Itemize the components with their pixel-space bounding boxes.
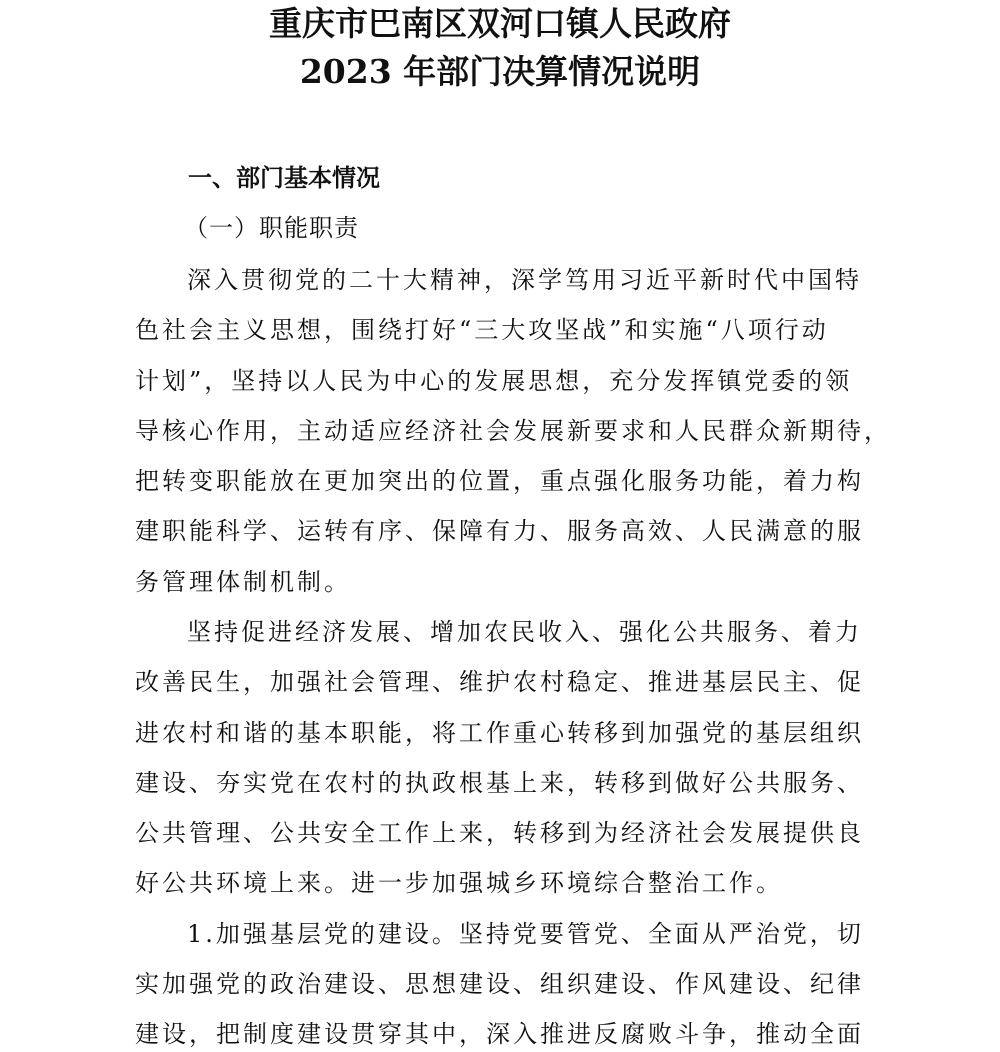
paragraph-line: 色社会主义思想，围绕打好“三大攻坚战”和实施“八项行动	[135, 316, 829, 344]
paragraph-line: 深入贯彻党的二十大精神，深学笃用习近平新时代中国特	[187, 266, 862, 294]
subsection-heading: （一）职能职责	[184, 214, 359, 242]
document-title-line2: 2023 年部门决算情况说明	[299, 52, 701, 91]
paragraph-line: 建职能科学、运转有序、保障有力、服务高效、人民满意的服	[135, 517, 864, 545]
paragraph-line: 公共管理、公共安全工作上来，转移到为经济社会发展提供良	[135, 819, 864, 847]
paragraph-line: 务管理体制机制。	[135, 568, 351, 596]
paragraph-line: 进农村和谐的基本职能，将工作重心转移到加强党的基层组织	[135, 719, 864, 747]
paragraph-line: 1.加强基层党的建设。坚持党要管党、全面从严治党，切	[187, 920, 864, 948]
paragraph-line: 实加强党的政治建设、思想建设、组织建设、作风建设、纪律	[135, 970, 864, 998]
paragraph-line: 建设，把制度建设贯穿其中，深入推进反腐败斗争，推动全面	[135, 1020, 864, 1048]
section-heading: 一、部门基本情况	[188, 164, 380, 192]
paragraph-line: 导核心作用，主动适应经济社会发展新要求和人民群众新期待，	[135, 417, 891, 445]
paragraph-line: 改善民生，加强社会管理、维护农村稳定、推进基层民主、促	[135, 668, 864, 696]
paragraph-line: 建设、夯实党在农村的执政根基上来，转移到做好公共服务、	[135, 769, 864, 797]
paragraph-line: 计划”，坚持以人民为中心的发展思想，充分发挥镇党委的领	[135, 367, 853, 395]
paragraph-line: 把转变职能放在更加突出的位置，重点强化服务功能，着力构	[135, 467, 864, 495]
paragraph-line: 坚持促进经济发展、增加农民收入、强化公共服务、着力	[187, 618, 862, 646]
paragraph-line: 好公共环境上来。进一步加强城乡环境综合整治工作。	[135, 869, 783, 897]
document-title-line1: 重庆市巴南区双河口镇人民政府	[269, 4, 731, 43]
